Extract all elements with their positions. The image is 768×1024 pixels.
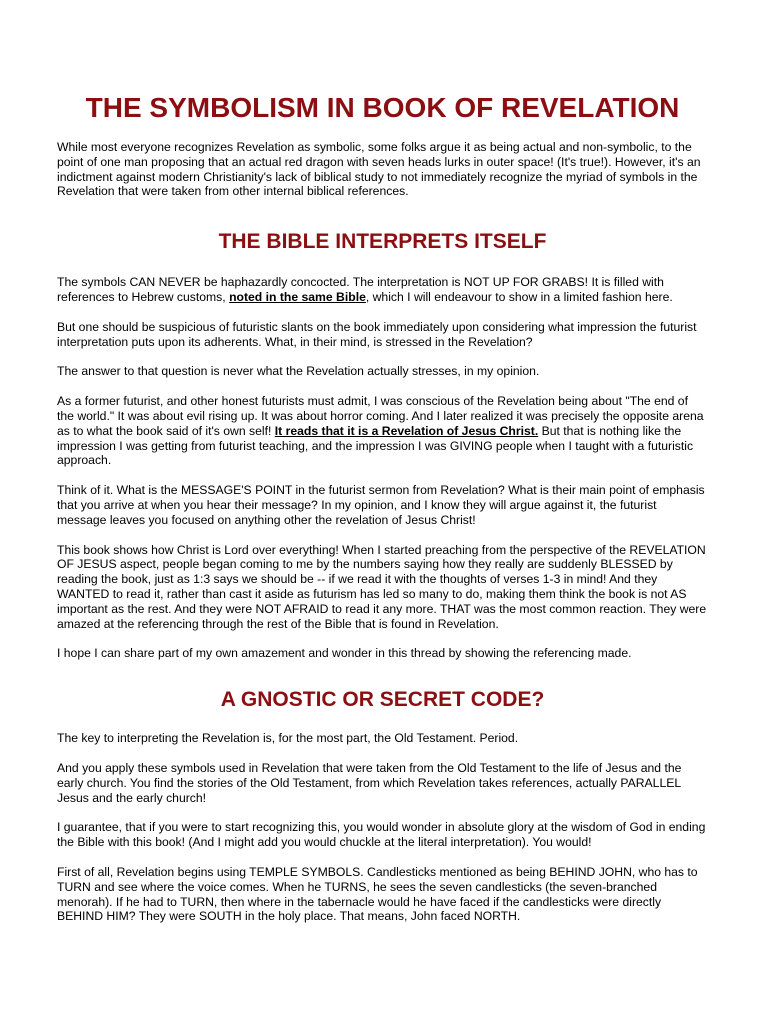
paragraph-christ-lord: This book shows how Christ is Lord over everything! When I started preaching from the perspective of the REVELATION OF JESUS aspect, people began coming to me by the numbers saying how they really are suddenly BLESSED by reading the book, just as 1:3 says we should be -- if we read it with the thoughts of verses 1-3 in mind! And they WANTED to read it, rather than cast it aside as futurism has led so many to do, making them think the book is not AS important as the rest. And they were NOT AFRAID to read it any more. THAT was the most common reaction. They were amazed at the referencing through the rest of the Bible that is found in Revelation. [57,542,707,631]
paragraph-key: The key to interpreting the Revelation is, for the most part, the Old Testament. Period. [57,731,519,746]
paragraph-former-futurist [57,394,708,468]
intro-paragraph: While most everyone recognizes Revelation as symbolic, some folks argue it as being actual and non-symbolic, to the point of one man proposing that an actual red dragon with seven heads lurks in outer space! (It's true!). However, it's an indictment against modern Christianity's lack of biblical study to not immediately recognize the myriad of symbols in the Revelation that were taken from other internal biblical references. [57,140,701,199]
document-page [57,90,708,924]
paragraph-text: But that is nothing like the impression I was getting from futurist teaching, and the impression I was GIVING people when I taught with a futuristic approach. [57,423,694,468]
paragraph-text: , which I will endeavour to show in a limited fashion here. [365,289,673,304]
paragraph-hope: I hope I can share part of my own amazement and wonder in this thread by showing the referencing made. [57,646,632,661]
paragraph-think-of-it: Think of it. What is the MESSAGE'S POINT in the futurist sermon from Revelation? What is their main point of emphasis that you arrive at when you hear their message? In my opinion, and I know they will argue against it, the futurist message leaves you focused on anything other the revelation of Jesus Christ! [57,483,705,527]
same-bible-link[interactable]: noted in the same Bible [229,289,366,304]
paragraph-text: The symbols CAN NEVER be haphazardly concocted. The interpretation is NOT UP FOR GRABS! It is filled with references to Hebrew customs, [57,275,664,304]
page-title: THE SYMBOLISM IN BOOK OF REVELATION [85,92,680,123]
paragraph-guarantee: I guarantee, that if you were to start recognizing this, you would wonder in absolute glory at the wisdom of God in ending the Bible with this book! (And I might add you would chuckle at the literal interpretation). You would! [57,820,706,850]
paragraph-suspicious: But one should be suspicious of futuristic slants on the book immediately upon considering what impression the futurist interpretation puts upon its adherents. What, in their mind, is stressed in the Revelation? [57,319,697,349]
paragraph-apply-symbols: And you apply these symbols used in Revelation that were taken from the Old Testament to the life of Jesus and the early church. You find the stories of the Old Testament, from which Revelation takes references, actually PARALLEL Jesus and the early church! [57,760,682,805]
paragraph-symbols [57,275,708,305]
paragraph-temple-symbols: First of all, Revelation begins using TEMPLE SYMBOLS. Candlesticks mentioned as being BEHIND JOHN, who has to TURN and see where the voice comes. When he TURNS, he sees the seven candlesticks (the seven-branched menorah). If he had to TURN, then where in the tabernacle would he have faced if the candlesticks were directly BEHIND HIM? They were SOUTH in the holy place. That means, John faced NORTH. [57,864,698,924]
section-heading-gnostic-code: A GNOSTIC OR SECRET CODE? [220,688,545,712]
paragraph-text: As a former futurist, and other honest futurists must admit, I was conscious of the Revelation being about "The end of the world." It was about evil rising up. It was about horror coming. And I later realized it was precisely the opposite arena as to what the book said of it's own self! [57,394,704,438]
section-heading-bible-interprets: THE BIBLE INTERPRETS ITSELF [218,230,547,254]
paragraph-answer: The answer to that question is never what the Revelation actually stresses, in my opinion. [57,364,540,379]
revelation-of-jesus-link[interactable]: It reads that it is a Revelation of Jesus Christ. [274,423,539,438]
